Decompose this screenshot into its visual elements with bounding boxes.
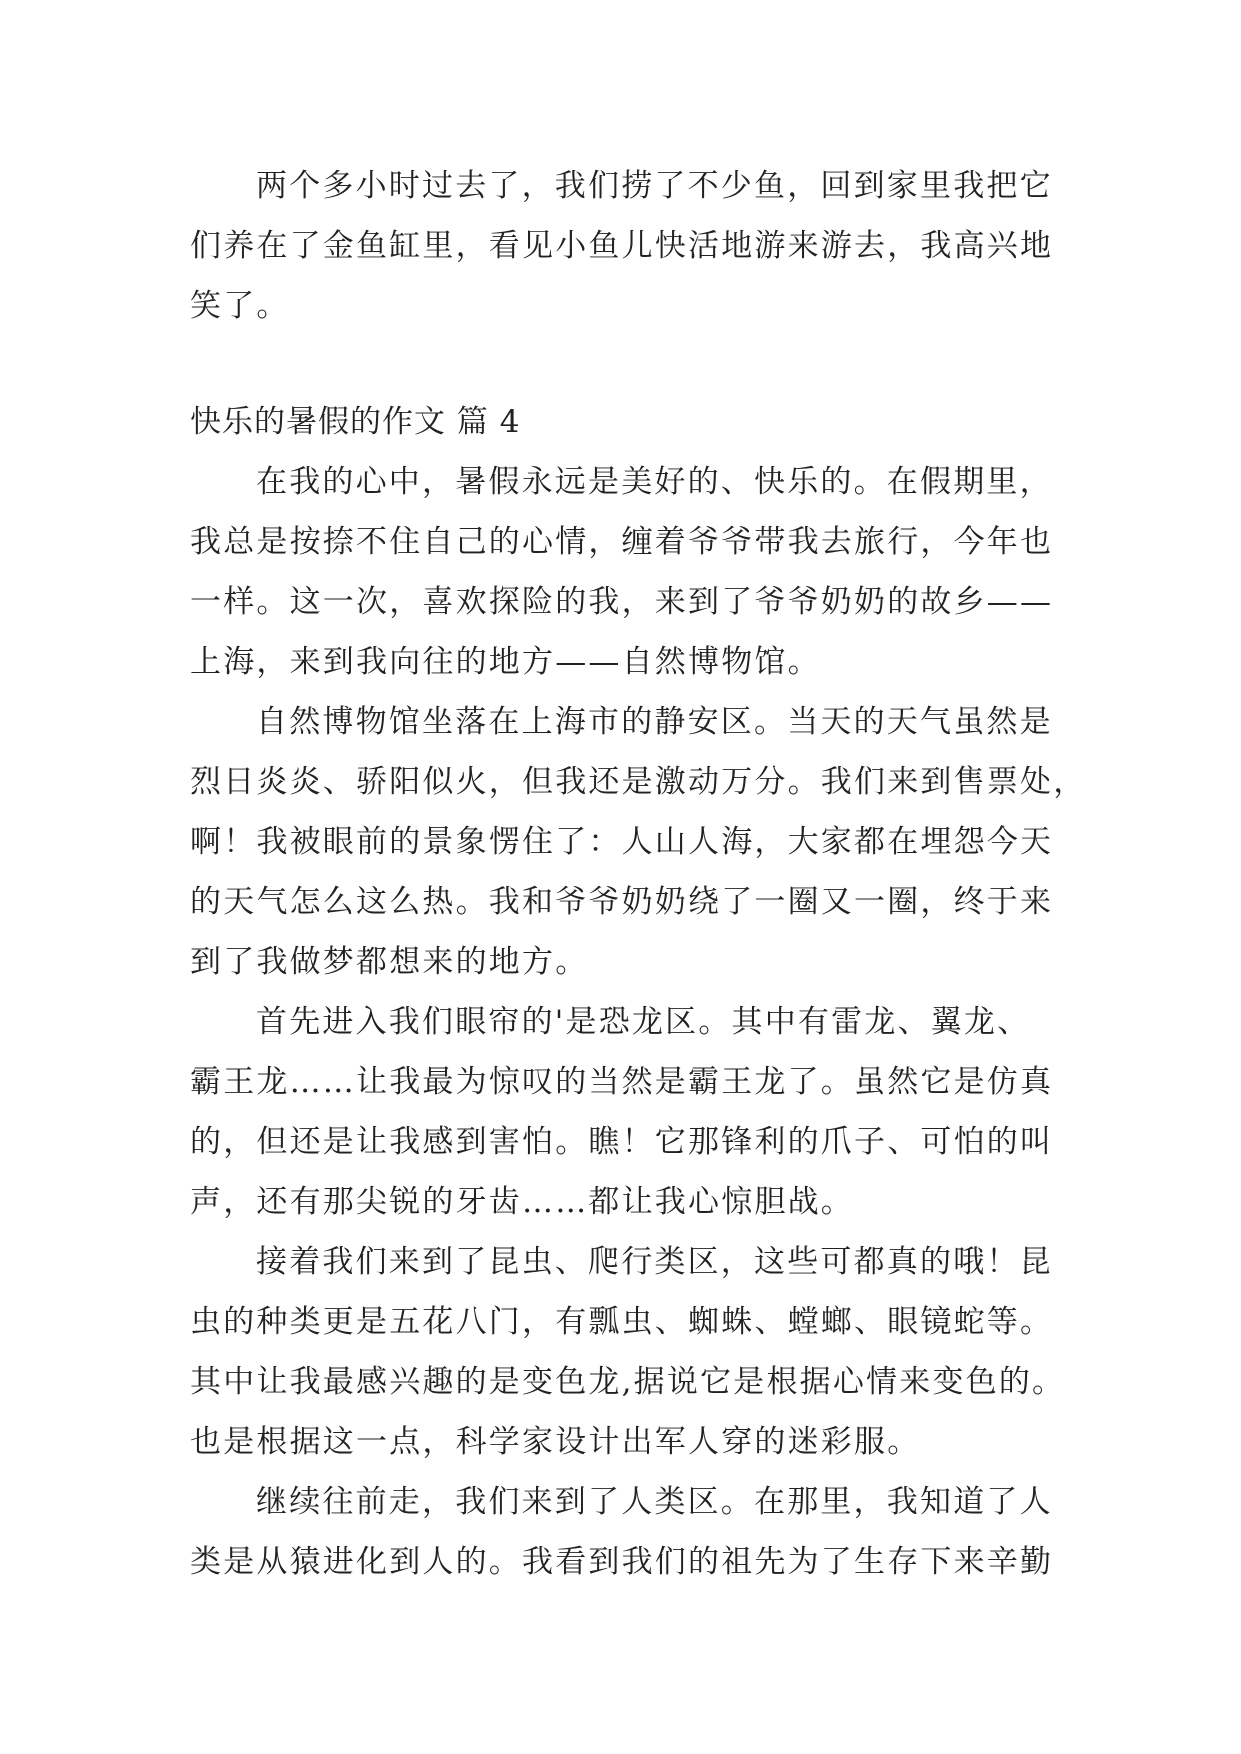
text-line: 继续往前走，我们来到了人类区。在那里，我知道了人 <box>256 1484 1053 1520</box>
text-line: 上海，来到我向往的地方——自然博物馆。 <box>190 644 821 680</box>
text-line: 的，但还是让我感到害怕。瞧！它那锋利的爪子、可怕的叫 <box>190 1124 1054 1160</box>
paragraph-intro <box>190 156 1070 336</box>
text-line: 一样。这一次，喜欢探险的我，来到了爷爷奶奶的故乡—— <box>190 584 1054 620</box>
text-line: 自然博物馆坐落在上海市的静安区。当天的天气虽然是 <box>256 704 1053 740</box>
text-line: 其中让我最感兴趣的是变色龙,据说它是根据心情来变色的。 <box>190 1364 1066 1400</box>
paragraph-4 <box>190 1232 1070 1472</box>
text-line: 虫的种类更是五花八门，有瓢虫、蜘蛛、螳螂、眼镜蛇等。 <box>190 1304 1054 1340</box>
text-line: 接着我们来到了昆虫、爬行类区，这些可都真的哦！昆 <box>256 1244 1053 1280</box>
text-line: 声，还有那尖锐的牙齿……都让我心惊胆战。 <box>190 1184 854 1220</box>
text-line: 霸王龙……让我最为惊叹的当然是霸王龙了。虽然它是仿真 <box>190 1064 1054 1100</box>
section-heading: 快乐的暑假的作文 篇 4 <box>190 404 521 440</box>
text-line: 烈日炎炎、骄阳似火，但我还是激动万分。我们来到售票处， <box>190 764 1087 800</box>
paragraph-5 <box>190 1472 1070 1592</box>
text-line: 也是根据这一点，科学家设计出军人穿的迷彩服。 <box>190 1424 921 1460</box>
paragraph-3 <box>190 992 1070 1232</box>
text-line: 在我的心中，暑假永远是美好的、快乐的。在假期里， <box>256 464 1053 500</box>
paragraph-1 <box>190 452 1070 692</box>
text-line: 的天气怎么这么热。我和爷爷奶奶绕了一圈又一圈，终于来 <box>190 884 1054 920</box>
paragraph-2 <box>190 692 1087 992</box>
text-line: 类是从猿进化到人的。我看到我们的祖先为了生存下来辛勤 <box>190 1544 1054 1580</box>
text-line: 笑了。 <box>190 288 290 324</box>
text-line: 首先进入我们眼帘的'是恐龙区。其中有雷龙、翼龙、 <box>256 1004 1031 1040</box>
text-line: 我总是按捺不住自己的心情，缠着爷爷带我去旅行，今年也 <box>190 524 1054 560</box>
text-line: 两个多小时过去了，我们捞了不少鱼，回到家里我把它 <box>256 168 1053 204</box>
text-line: 啊！我被眼前的景象愣住了：人山人海，大家都在埋怨今天 <box>190 824 1054 860</box>
text-line: 到了我做梦都想来的地方。 <box>190 944 589 980</box>
text-line: 们养在了金鱼缸里，看见小鱼儿快活地游来游去，我高兴地 <box>190 228 1054 264</box>
